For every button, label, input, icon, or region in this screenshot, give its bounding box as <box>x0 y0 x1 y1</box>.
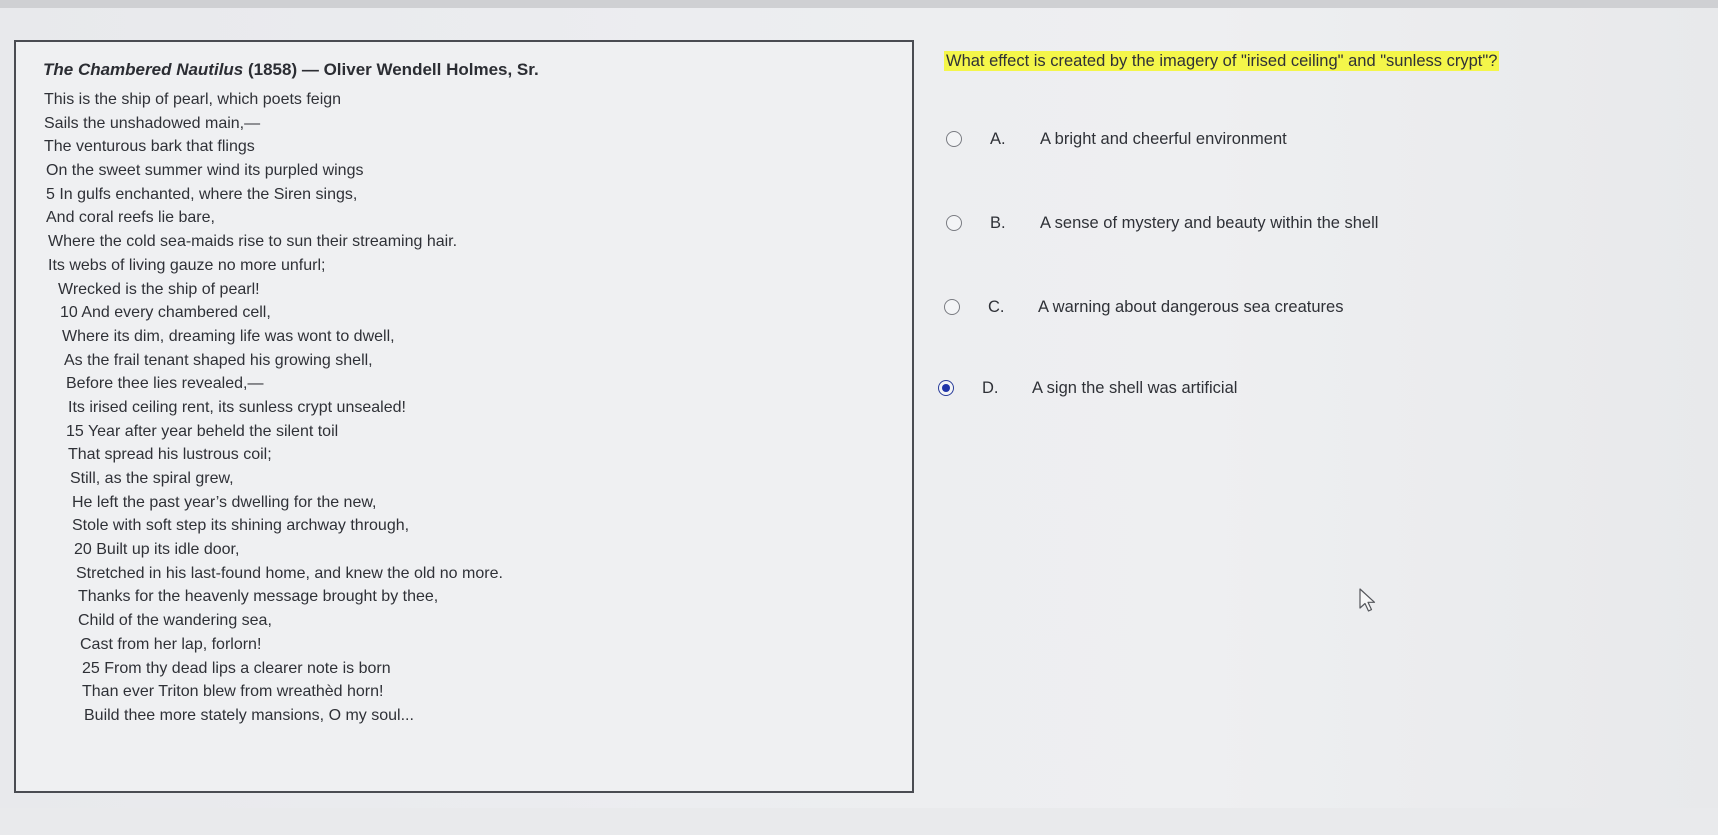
poem-line: Where the cold sea-maids rise to sun their streaming hair. <box>48 233 458 251</box>
poem-line: As the frail tenant shaped his growing shell, <box>64 351 373 369</box>
poem-line: Sails the unshadowed main,— <box>44 114 261 132</box>
poem-line: 15 Year after year beheld the silent toil <box>66 422 339 440</box>
poem-line: Where its dim, dreaming life was wont to dwell, <box>62 327 395 345</box>
poem-line: Stole with soft step its shining archway through, <box>72 517 410 535</box>
choice-letter: B. <box>990 213 1006 232</box>
poem-line: And coral reefs lie bare, <box>46 209 215 227</box>
poem-line: Stretched in his last-found home, and knew the old no more. <box>76 564 503 582</box>
choice-d[interactable] <box>938 373 1237 403</box>
radio-button-a[interactable] <box>946 131 962 147</box>
poem-line: 20 Built up its idle door, <box>74 541 240 559</box>
choice-b[interactable] <box>946 208 1378 238</box>
mouse-pointer-icon <box>1358 588 1378 614</box>
poem-line: 5 In gulfs enchanted, where the Siren sings, <box>46 185 358 203</box>
radio-button-d-selected[interactable] <box>938 380 954 396</box>
top-strip <box>0 0 1718 8</box>
radio-button-c[interactable] <box>944 299 960 315</box>
poem-line: On the sweet summer wind its purpled wings <box>46 162 364 180</box>
question-prompt <box>944 52 1499 71</box>
choice-text: A sense of mystery and beauty within the shell <box>1040 213 1379 232</box>
poem-line: Wrecked is the ship of pearl! <box>58 280 260 298</box>
poem-line: He left the past year’s dwelling for the new, <box>72 493 377 511</box>
question-text: What effect is created by the imagery of "irised ceiling" and "sunless crypt"? <box>946 52 1498 70</box>
passage-title <box>43 60 539 80</box>
poem-lines <box>44 88 503 728</box>
choice-a[interactable] <box>946 124 1287 154</box>
poem-line: Cast from her lap, forlorn! <box>80 635 262 653</box>
poem-date-author: (1858) — Oliver Wendell Holmes, Sr. <box>243 60 539 79</box>
poem-line: Its irised ceiling rent, its sunless crypt unsealed! <box>68 398 406 416</box>
choice-text: A bright and cheerful environment <box>1040 129 1287 148</box>
choice-text: A warning about dangerous sea creatures <box>1038 297 1344 316</box>
poem-line: Than ever Triton blew from wreathèd horn! <box>82 683 384 701</box>
radio-button-b[interactable] <box>946 215 962 231</box>
poem-line: 10 And every chambered cell, <box>60 304 271 322</box>
poem-line: This is the ship of pearl, which poets feign <box>44 91 342 108</box>
poem-line: Still, as the spiral grew, <box>70 470 234 487</box>
poem-line: The venturous bark that flings <box>44 138 255 156</box>
poem-line: That spread his lustrous coil; <box>68 446 272 464</box>
poem-line: Child of the wandering sea, <box>78 612 272 630</box>
poem-line: 25 From thy dead lips a clearer note is born <box>82 659 391 677</box>
poem-line: Before thee lies revealed,— <box>66 375 264 393</box>
poem-title: The Chambered Nautilus <box>43 60 244 79</box>
choice-text: A sign the shell was artificial <box>1032 378 1238 397</box>
poem-line: Build thee more stately mansions, O my soul... <box>84 706 414 724</box>
poem-line: Its webs of living gauze no more unfurl; <box>48 256 326 274</box>
poem-line: Thanks for the heavenly message brought by thee, <box>78 588 439 606</box>
choice-c[interactable] <box>944 292 1343 322</box>
choice-letter: A. <box>990 129 1006 148</box>
choice-letter: C. <box>988 297 1005 316</box>
choice-letter: D. <box>982 378 999 397</box>
